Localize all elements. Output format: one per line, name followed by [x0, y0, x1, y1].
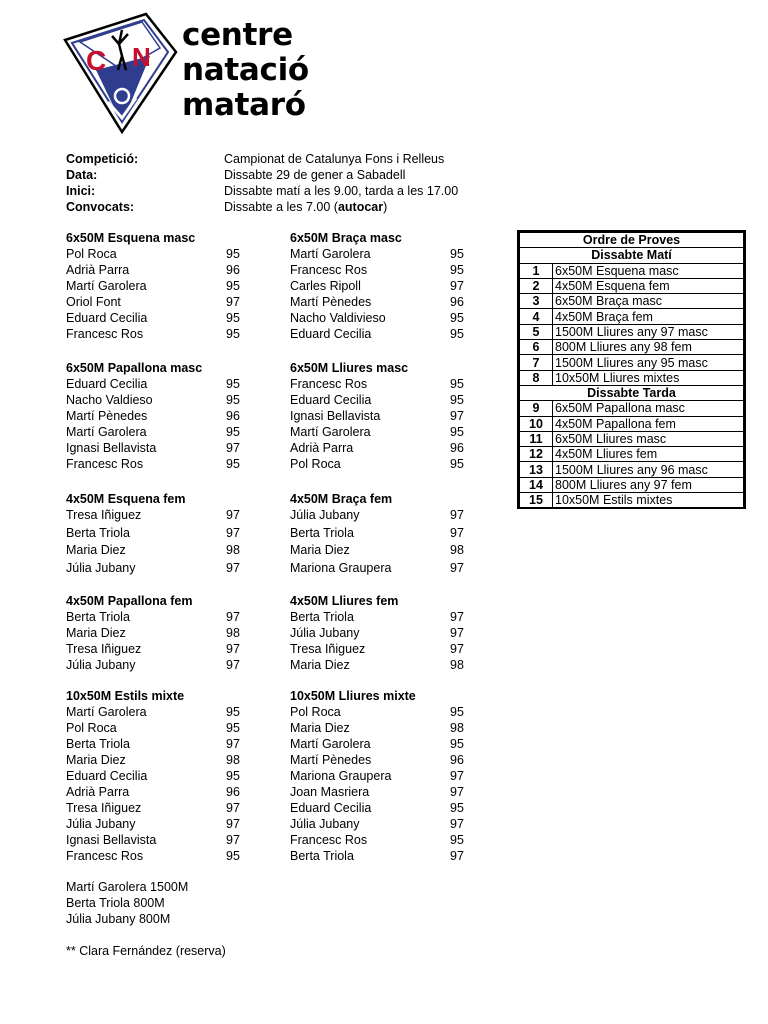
swimmer-year: 97: [450, 525, 464, 540]
event-row: [520, 355, 744, 370]
event-name: 6x50M Esquena masc: [553, 263, 744, 278]
relay-block: [290, 688, 500, 864]
event-number: 8: [520, 370, 553, 385]
relay-block: [66, 230, 276, 342]
swimmer-row: [66, 784, 276, 800]
info-value-pre: Dissabte a les 7.00 (: [224, 200, 338, 214]
swimmer-row: [66, 641, 276, 657]
swimmer-row: [290, 625, 500, 641]
event-number: 2: [520, 278, 553, 293]
swimmer-year: 97: [450, 849, 464, 863]
swimmer-row: [66, 525, 276, 543]
relay-title: 4x50M Esquena fem: [66, 492, 186, 506]
swimmer-year: 98: [450, 658, 464, 672]
event-name: 6x50M Lliures masc: [553, 431, 744, 446]
swimmer-year: 97: [226, 295, 240, 309]
info-row: [66, 183, 458, 199]
swimmer-year: 97: [450, 769, 464, 783]
swimmer-year: 95: [226, 327, 240, 341]
relay-title: 6x50M Braça masc: [290, 231, 402, 245]
relay-block: [290, 230, 500, 342]
swimmer-name: Berta Triola: [290, 610, 354, 624]
swimmer-name: Martí Pènedes: [290, 295, 372, 309]
swimmer-year: 96: [226, 409, 240, 423]
session-afternoon-title: Dissabte Tarda: [520, 385, 744, 400]
swimmer-name: Nacho Valdivieso: [290, 311, 386, 325]
swimmer-name: Martí Pènedes: [66, 409, 148, 423]
swimmer-year: 97: [226, 817, 240, 831]
relay-title: 4x50M Lliures fem: [290, 594, 399, 608]
swimmer-row: [290, 609, 500, 625]
swimmer-year: 95: [450, 311, 464, 325]
swimmer-row: [66, 816, 276, 832]
swimmer-name: Mariona Graupera: [290, 769, 392, 783]
info-label: Competició:: [66, 152, 139, 166]
swimmer-row: [66, 440, 276, 456]
club-name-line3: mataró: [182, 87, 306, 123]
swimmer-name: Francesc Ros: [66, 849, 144, 863]
swimmer-row: [290, 736, 500, 752]
swimmer-name: Adrià Parra: [66, 785, 130, 799]
event-name: 800M Lliures any 97 fem: [553, 477, 744, 492]
swimmer-row: [66, 408, 276, 424]
swimmer-row: [290, 440, 500, 456]
swimmer-name: Júlia Jubany: [66, 560, 136, 575]
swimmer-name: Eduard Cecilia: [66, 377, 148, 391]
order-title: Ordre de Proves: [520, 233, 744, 248]
swimmer-year: 97: [226, 525, 240, 540]
swimmer-name: Oriol Font: [66, 295, 121, 309]
event-name: 4x50M Papallona fem: [553, 416, 744, 431]
event-row: [520, 416, 744, 431]
swimmer-row: [290, 278, 500, 294]
swimmer-name: Ignasi Bellavista: [66, 833, 157, 847]
swimmer-name: Pol Roca: [66, 247, 117, 261]
swimmer-year: 95: [226, 279, 240, 293]
swimmer-name: Eduard Cecilia: [290, 393, 372, 407]
club-logo: [62, 12, 180, 136]
swimmer-row: [290, 848, 500, 864]
swimmer-year: 95: [450, 425, 464, 439]
swimmer-name: Francesc Ros: [290, 833, 368, 847]
swimmer-name: Martí Garolera: [66, 279, 147, 293]
relay-title: 10x50M Estils mixte: [66, 689, 185, 703]
event-number: 6: [520, 340, 553, 355]
swimmer-name: Júlia Jubany: [290, 508, 360, 522]
swimmer-year: 98: [226, 626, 240, 640]
relay-title: 6x50M Lliures masc: [290, 361, 409, 375]
swimmer-row: [290, 657, 500, 673]
swimmer-name: Martí Garolera: [290, 737, 371, 751]
event-row: [520, 263, 744, 278]
reserve-note: ** Clara Fernández (reserva): [66, 944, 226, 958]
swimmer-name: Francesc Ros: [290, 377, 368, 391]
event-number: 14: [520, 477, 553, 492]
event-number: 3: [520, 294, 553, 309]
swimmer-year: 95: [450, 833, 464, 847]
swimmer-row: [66, 832, 276, 848]
swimmer-name: Maria Diez: [66, 753, 126, 767]
swimmer-year: 97: [450, 785, 464, 799]
individual-entry: Berta Triola 800M: [66, 896, 165, 910]
swimmer-row: [290, 507, 500, 525]
relay-block: [290, 491, 500, 577]
swimmer-row: [290, 784, 500, 800]
swimmer-row: [66, 720, 276, 736]
event-row: [520, 340, 744, 355]
logo-letter-n: N: [132, 42, 151, 72]
event-number: 5: [520, 324, 553, 339]
swimmer-year: 97: [226, 642, 240, 656]
swimmer-year: 95: [450, 327, 464, 341]
swimmer-row: [66, 262, 276, 278]
swimmer-row: [290, 832, 500, 848]
swimmer-name: Carles Ripoll: [290, 279, 361, 293]
swimmer-icon: [62, 12, 180, 136]
event-number: 11: [520, 431, 553, 446]
swimmer-name: Maria Diez: [66, 626, 126, 640]
swimmer-year: 95: [450, 737, 464, 751]
event-row: [520, 309, 744, 324]
event-name: 4x50M Esquena fem: [553, 278, 744, 293]
swimmer-year: 97: [226, 801, 240, 815]
swimmer-year: 95: [226, 311, 240, 325]
relay-block: [66, 593, 276, 673]
swimmer-name: Berta Triola: [290, 525, 354, 540]
swimmer-row: [290, 704, 500, 720]
swimmer-row: [66, 848, 276, 864]
event-row: [520, 370, 744, 385]
swimmer-row: [66, 424, 276, 440]
info-label: Inici:: [66, 184, 96, 198]
swimmer-year: 95: [226, 393, 240, 407]
swimmer-year: 97: [226, 508, 240, 522]
swimmer-row: [290, 326, 500, 342]
swimmer-row: [66, 376, 276, 392]
event-number: 12: [520, 447, 553, 462]
relay-title: 10x50M Lliures mixte: [290, 689, 416, 703]
info-value: Dissabte 29 de gener a Sabadell: [224, 168, 406, 182]
swimmer-name: Adrià Parra: [66, 263, 130, 277]
swimmer-year: 97: [226, 737, 240, 751]
swimmer-name: Maria Diez: [66, 543, 126, 557]
swimmer-row: [290, 392, 500, 408]
swimmer-name: Pol Roca: [290, 457, 341, 471]
swimmer-name: Ignasi Bellavista: [66, 441, 157, 455]
event-row: [520, 278, 744, 293]
swimmer-year: 97: [450, 409, 464, 423]
swimmer-row: [290, 542, 500, 560]
swimmer-name: Maria Diez: [290, 658, 350, 672]
swimmer-name: Martí Garolera: [290, 425, 371, 439]
swimmer-year: 95: [450, 263, 464, 277]
club-name-line1: centre: [182, 17, 293, 53]
swimmer-year: 96: [450, 295, 464, 309]
swimmer-year: 95: [226, 457, 240, 471]
swimmer-year: 97: [450, 817, 464, 831]
swimmer-row: [290, 262, 500, 278]
swimmer-year: 97: [450, 560, 464, 575]
swimmer-row: [66, 310, 276, 326]
swimmer-name: Júlia Jubany: [66, 658, 136, 672]
swimmer-row: [290, 525, 500, 543]
event-name: 800M Lliures any 98 fem: [553, 340, 744, 355]
relay-block: [66, 360, 276, 472]
swimmer-row: [66, 542, 276, 560]
swimmer-year: 97: [450, 610, 464, 624]
swimmer-row: [290, 641, 500, 657]
info-value-post: ): [383, 200, 388, 214]
event-row: [520, 462, 744, 477]
event-name: 10x50M Estils mixtes: [553, 493, 744, 508]
swimmer-row: [66, 657, 276, 673]
swimmer-row: [290, 246, 500, 262]
swimmer-row: [66, 752, 276, 768]
event-row: [520, 477, 744, 492]
swimmer-row: [66, 736, 276, 752]
swimmer-year: 97: [450, 508, 464, 522]
swimmer-row: [66, 625, 276, 641]
swimmer-name: Joan Masriera: [290, 785, 370, 799]
swimmer-name: Tresa Iñiguez: [66, 801, 142, 815]
swimmer-name: Berta Triola: [66, 525, 130, 540]
event-name: 6x50M Braça masc: [553, 294, 744, 309]
swimmer-row: [66, 456, 276, 472]
swimmer-year: 98: [450, 721, 464, 735]
swimmer-row: [290, 800, 500, 816]
swimmer-year: 97: [226, 441, 240, 455]
swimmer-year: 96: [450, 441, 464, 455]
swimmer-year: 95: [226, 247, 240, 261]
swimmer-name: Francesc Ros: [290, 263, 368, 277]
event-row: [520, 431, 744, 446]
event-number: 9: [520, 401, 553, 416]
swimmer-name: Tresa Iñiguez: [290, 642, 366, 656]
swimmer-year: 95: [226, 721, 240, 735]
swimmer-name: Francesc Ros: [66, 327, 144, 341]
relay-title: 4x50M Braça fem: [290, 492, 393, 506]
swimmer-year: 95: [226, 705, 240, 719]
swimmer-name: Berta Triola: [66, 610, 130, 624]
swimmer-row: [66, 768, 276, 784]
event-number: 10: [520, 416, 553, 431]
swimmer-name: Pol Roca: [66, 721, 117, 735]
swimmer-row: [66, 294, 276, 310]
event-name: 4x50M Lliures fem: [553, 447, 744, 462]
event-row: [520, 294, 744, 309]
event-name: 1500M Lliures any 97 masc: [553, 324, 744, 339]
relay-block: [66, 491, 276, 577]
swimmer-row: [290, 560, 500, 578]
swimmer-year: 95: [450, 247, 464, 261]
swimmer-year: 95: [450, 705, 464, 719]
swimmer-row: [66, 392, 276, 408]
swimmer-row: [290, 294, 500, 310]
swimmer-year: 97: [226, 610, 240, 624]
logo-letter-c: C: [86, 45, 107, 76]
swimmer-name: Eduard Cecilia: [66, 769, 148, 783]
swimmer-year: 98: [226, 753, 240, 767]
info-row: [66, 199, 458, 215]
event-row: [520, 493, 744, 508]
swimmer-name: Martí Garolera: [66, 705, 147, 719]
swimmer-name: Pol Roca: [290, 705, 341, 719]
swimmer-name: Eduard Cecilia: [66, 311, 148, 325]
swimmer-name: Martí Pènedes: [290, 753, 372, 767]
swimmer-name: Berta Triola: [66, 737, 130, 751]
swimmer-row: [290, 720, 500, 736]
swimmer-year: 97: [226, 833, 240, 847]
event-number: 7: [520, 355, 553, 370]
swimmer-row: [66, 560, 276, 578]
info-label: Data:: [66, 168, 98, 182]
swimmer-row: [66, 326, 276, 342]
swimmer-name: Martí Garolera: [290, 247, 371, 261]
event-name: 1500M Lliures any 96 masc: [553, 462, 744, 477]
info-row: [66, 167, 458, 183]
swimmer-name: Eduard Cecilia: [290, 327, 372, 341]
relay-title: 4x50M Papallona fem: [66, 594, 193, 608]
relay-block: [290, 360, 500, 472]
swimmer-year: 95: [450, 457, 464, 471]
club-name: [182, 18, 309, 123]
swimmer-row: [290, 752, 500, 768]
swimmer-name: Martí Garolera: [66, 425, 147, 439]
swimmer-name: Maria Diez: [290, 543, 350, 557]
swimmer-name: Nacho Valdieso: [66, 393, 153, 407]
event-row: [520, 447, 744, 462]
event-name: 4x50M Braça fem: [553, 309, 744, 324]
swimmer-row: [290, 816, 500, 832]
event-number: 15: [520, 493, 553, 508]
swimmer-name: Ignasi Bellavista: [290, 409, 381, 423]
swimmer-year: 95: [226, 377, 240, 391]
individual-entry: Júlia Jubany 800M: [66, 912, 171, 926]
swimmer-year: 96: [450, 753, 464, 767]
swimmer-year: 95: [450, 377, 464, 391]
swimmer-row: [290, 424, 500, 440]
info-value-bold: autocar: [337, 200, 384, 214]
swimmer-year: 95: [450, 801, 464, 815]
swimmer-name: Adrià Parra: [290, 441, 354, 455]
notes: [66, 879, 226, 959]
event-number: 1: [520, 263, 553, 278]
swimmer-row: [290, 456, 500, 472]
swimmer-name: Maria Diez: [290, 721, 350, 735]
session-morning-title: Dissabte Matí: [520, 248, 744, 263]
swimmer-name: Tresa Iñiguez: [66, 508, 142, 522]
info-value: Dissabte matí a les 9.00, tarda a les 17.00: [224, 184, 459, 198]
swimmer-year: 95: [450, 393, 464, 407]
event-order-table: [517, 230, 746, 509]
event-number: 4: [520, 309, 553, 324]
info-label: Convocats:: [66, 200, 135, 214]
swimmer-name: Francesc Ros: [66, 457, 144, 471]
swimmer-year: 97: [226, 658, 240, 672]
event-number: 13: [520, 462, 553, 477]
swimmer-row: [66, 800, 276, 816]
swimmer-name: Júlia Jubany: [290, 626, 360, 640]
swimmer-year: 97: [450, 642, 464, 656]
swimmer-name: Mariona Graupera: [290, 560, 392, 575]
relay-block: [66, 688, 276, 864]
swimmer-row: [66, 278, 276, 294]
swimmer-row: [66, 704, 276, 720]
individual-entry: Martí Garolera 1500M: [66, 880, 189, 894]
info-value: Campionat de Catalunya Fons i Relleus: [224, 152, 445, 166]
swimmer-row: [290, 376, 500, 392]
event-row: [520, 324, 744, 339]
swimmer-year: 98: [226, 543, 240, 557]
swimmer-name: Tresa Iñiguez: [66, 642, 142, 656]
swimmer-row: [66, 246, 276, 262]
swimmer-year: 95: [226, 849, 240, 863]
swimmer-row: [290, 310, 500, 326]
spacer: [66, 927, 226, 943]
swimmer-year: 97: [226, 560, 240, 575]
relay-title: 6x50M Esquena masc: [66, 231, 196, 245]
event-name: 6x50M Papallona masc: [553, 401, 744, 416]
swimmer-year: 97: [450, 279, 464, 293]
swimmer-name: Berta Triola: [290, 849, 354, 863]
event-name: 1500M Lliures any 95 masc: [553, 355, 744, 370]
swimmer-year: 96: [226, 785, 240, 799]
competition-info: [66, 151, 458, 215]
info-row: [66, 151, 458, 167]
swimmer-year: 96: [226, 263, 240, 277]
swimmer-name: Júlia Jubany: [66, 817, 136, 831]
swimmer-year: 95: [226, 769, 240, 783]
event-row: [520, 401, 744, 416]
swimmer-year: 97: [450, 626, 464, 640]
swimmer-row: [66, 609, 276, 625]
club-name-line2: natació: [182, 52, 309, 88]
swimmer-name: Júlia Jubany: [290, 817, 360, 831]
relay-block: [290, 593, 500, 673]
swimmer-year: 95: [226, 425, 240, 439]
event-name: 10x50M Lliures mixtes: [553, 370, 744, 385]
swimmer-row: [66, 507, 276, 525]
swimmer-name: Eduard Cecilia: [290, 801, 372, 815]
swimmer-row: [290, 768, 500, 784]
swimmer-year: 98: [450, 543, 464, 557]
swimmer-row: [290, 408, 500, 424]
relay-title: 6x50M Papallona masc: [66, 361, 203, 375]
